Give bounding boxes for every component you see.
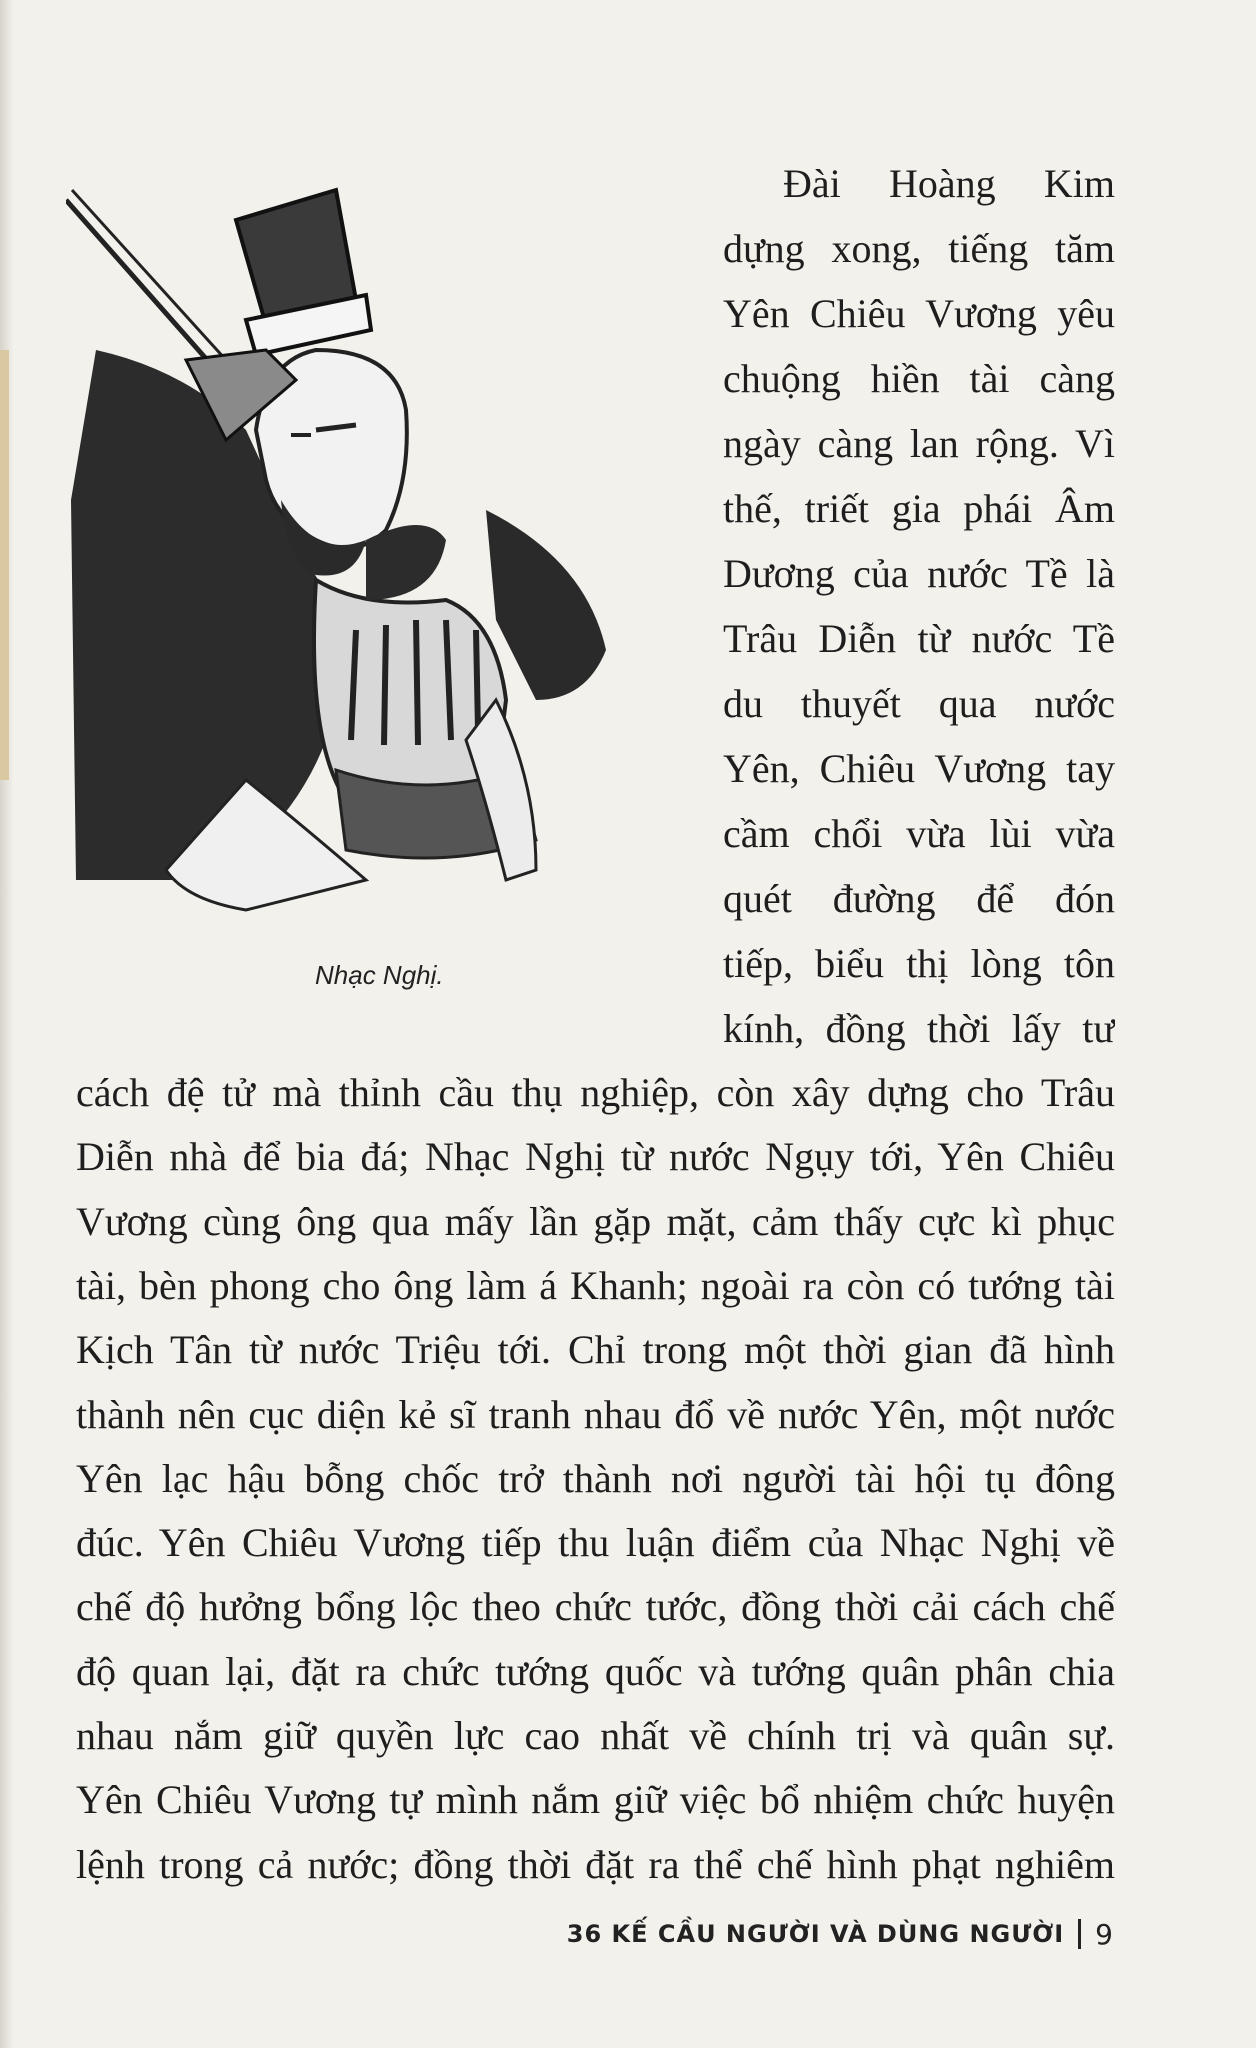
warrior-drawing <box>66 180 666 940</box>
portrait-illustration <box>66 180 666 940</box>
text-line: tài, bèn phong cho ông làm á Khanh; ngoài ra còn có tướng tài <box>76 1262 1115 1308</box>
text-line: du thuyết qua nước <box>723 681 1115 726</box>
text-line: quét đường để đón <box>723 876 1115 921</box>
text-line: cầm chổi vừa lùi vừa <box>723 811 1115 856</box>
text-line: chế độ hưởng bổng lộc theo chức tước, đồng thời cải cách chế <box>76 1584 1115 1630</box>
text-line: dựng xong, tiếng tăm <box>723 226 1115 271</box>
footer-separator <box>1078 1919 1081 1949</box>
text-line: độ quan lại, đặt ra chức tướng quốc và tướng quân phân chia <box>76 1648 1115 1694</box>
text-line: Đài Hoàng Kim <box>783 161 1115 206</box>
text-line: Vương cùng ông qua mấy lần gặp mặt, cảm thấy cực kì phục <box>76 1198 1115 1244</box>
text-line: nhau nắm giữ quyền lực cao nhất về chính trị và quân sự. <box>76 1713 1115 1758</box>
text-line: lệnh trong cả nước; đồng thời đặt ra thể chế hình phạt nghiêm <box>76 1841 1115 1887</box>
illustration-caption: Nhạc Nghị. <box>315 960 444 990</box>
text-line: thành nên cục diện kẻ sĩ tranh nhau đổ về nước Yên, một nước <box>76 1391 1115 1437</box>
text-line: Diễn nhà để bia đá; Nhạc Nghị từ nước Ngụy tới, Yên Chiêu <box>76 1134 1115 1180</box>
text-line: đúc. Yên Chiêu Vương tiếp thu luận điểm của Nhạc Nghị về <box>76 1520 1115 1566</box>
text-line: Dương của nước Tề là <box>723 551 1115 596</box>
text-line: Yên lạc hậu bỗng chốc trở thành nơi người tài hội tụ đông <box>76 1455 1115 1501</box>
text-line: cách đệ tử mà thỉnh cầu thụ nghiệp, còn xây dựng cho Trâu <box>76 1070 1115 1115</box>
text-line: Trâu Diễn từ nước Tề <box>723 616 1115 661</box>
page-number: 9 <box>1095 1917 1114 1951</box>
text-line: Yên Chiêu Vương yêu <box>723 291 1115 336</box>
text-line: thế, triết gia phái Âm <box>723 486 1115 531</box>
text-line: Yên, Chiêu Vương tay <box>723 746 1115 791</box>
text-line: Kịch Tân từ nước Triệu tới. Chỉ trong một thời gian đã hình <box>76 1327 1115 1373</box>
text-line: tiếp, biểu thị lòng tôn <box>723 941 1115 986</box>
text-line: chuộng hiền tài càng <box>723 356 1115 401</box>
page-footer <box>567 1914 1114 1954</box>
text-line: ngày càng lan rộng. Vì <box>723 421 1115 466</box>
text-line: kính, đồng thời lấy tư <box>723 1006 1115 1051</box>
text-line: Yên Chiêu Vương tự mình nắm giữ việc bổ nhiệm chức huyện <box>76 1777 1115 1823</box>
running-title: 36 KẾ CẦU NGƯỜI VÀ DÙNG NGƯỜI <box>566 1920 1065 1948</box>
page-edge-shadow <box>0 0 14 2048</box>
page-tab-mark <box>0 350 9 780</box>
